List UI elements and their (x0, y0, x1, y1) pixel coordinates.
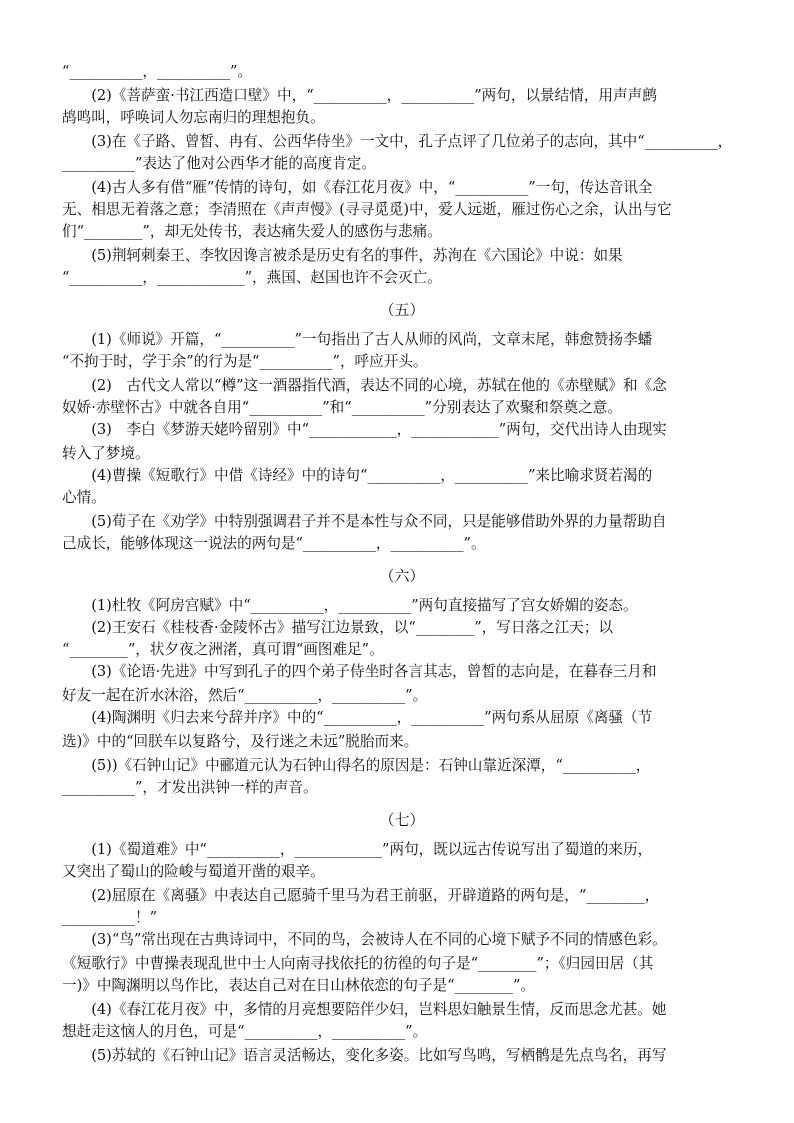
text-line: (1)杜牧《阿房宫赋》中“__________，__________”两句直接描写了宫女娇媚的姿态。 (62, 597, 638, 614)
text-line: (3)在《子路、曾皙、冉有、公西华侍坐》一文中，孔子点评了几位弟子的志向，其中“__________， (62, 133, 733, 150)
text-line: 们“________”，却无处传书，表达痛失爱人的感伤与悲痛。 (62, 223, 442, 240)
text-line: (4)《春江花月夜》中，多情的月亮想要陪伴少妇，岂料思妇触景生情，反而思念尤甚。她 (62, 1001, 667, 1018)
text-line: (2)王安石《桂枝香·金陵怀古》描写江边景致，以“________”，写日落之江天；以 (62, 619, 614, 636)
text-line: (4)古人多有借“雁”传情的诗句，如《春江花月夜》中，“__________”一句，传达音讯全 (62, 179, 653, 196)
text-line: (2) 古代文人常以“樽”这一酒器指代酒，表达不同的心境，苏轼在他的《赤壁赋》和《念 (62, 377, 667, 394)
text-line: (4)陶渊明《归去来兮辞并序》中的“__________，__________”两句系从屈原《离骚（节 (62, 709, 653, 726)
text-line: 己成长，能够体现这一说法的两句是“__________，__________”。 (62, 535, 486, 552)
text-line: (4)曹操《短歌行》中借《诗经》中的诗句“__________，__________”来比喻求贤若渴的 (62, 467, 653, 484)
text-line: 又突出了蜀山的险峻与蜀道开凿的艰辛。 (62, 863, 325, 880)
text-line: 想赶走这恼人的月色，可是“__________，__________”。 (62, 1023, 428, 1040)
text-line: 《短歌行》中曹操表现乱世中士人向南寻找依托的彷徨的句子是“________”；《归园田居（其 (62, 955, 654, 972)
text-line: (3)《论语·先进》中写到孔子的四个弟子侍坐时各言其志，曾皙的志向是，在暮春三月和 (62, 663, 657, 680)
text-line: __________！” (62, 909, 158, 926)
text-line: (2)《菩萨蛮·书江西造口壁》中，“__________，__________”两句，以景结情，用声声鹧 (62, 87, 657, 104)
text-line: (5)苏轼的《石钟山记》语言灵活畅达，变化多姿。比如写鸟鸣，写栖鹘是先点鸟名，再写 (62, 1047, 667, 1064)
text-line: 奴娇·赤壁怀古》中就各自用“__________”和“__________”分别表达了欢聚和祭奠之意。 (62, 399, 622, 416)
text-line: __________”，才发出洪钟一样的声音。 (62, 779, 318, 796)
text-line: “不拘于时，学于余”的行为是“__________”，呼应开头。 (62, 353, 428, 370)
section-heading-5: （五） (379, 301, 425, 319)
text-line: 鸪鸣叫，呼唤词人勿忘南归的理想抱负。 (62, 109, 325, 126)
text-line: (3) 李白《梦游天姥吟留别》中“____________，____________”两句，交代出诗人由现实 (62, 421, 667, 438)
text-line: 心情。 (62, 489, 106, 506)
section-heading-7: （七） (379, 811, 425, 829)
text-line: (5)荀子在《劝学》中特别强调君子并不是本性与众不同，只是能够借助外界的力量帮助自 (62, 513, 667, 530)
text-line: (1)《蜀道难》中“__________，____________”两句，既以远古传说写出了蜀道的来历， (62, 841, 653, 858)
text-line: (5))《石钟山记》中郦道元认为石钟山得名的原因是：石钟山靠近深潭，“__________， (62, 757, 651, 774)
text-line: 好友一起在沂水沐浴，然后“__________，__________”。 (62, 687, 428, 704)
text-line: “__________，__________”。 (62, 63, 253, 80)
text-line: “__________，____________”，燕国、赵国也许不会灭亡。 (62, 269, 442, 286)
text-line: (2)屈原在《离骚》中表达自己愿骑千里马为君王前驱，开辟道路的两句是，“________， (62, 887, 660, 904)
text-line: (3)“鸟”常出现在古典诗词中，不同的鸟，会被诗人在不同的心境下赋予不同的情感色彩。 (62, 931, 667, 948)
text-line: “________”，状夕夜之洲渚，真可谓“画图难足”。 (62, 641, 384, 658)
text-line: 一)》中陶渊明以鸟作比，表达自己对在日山林依恋的句子是“________”。 (62, 977, 536, 994)
text-line: 转入了梦境。 (62, 445, 150, 462)
text-line: 选)》中的“回朕车以复路兮，及行迷之未远”脱胎而来。 (62, 733, 419, 750)
text-line: (1)《师说》开篇，“__________”一句指出了古人从师的风尚，文章末尾，韩愈赞扬李蟠 (62, 331, 653, 348)
section-heading-6: （六） (379, 567, 425, 585)
text-line: (5)荆轲刺秦王、李牧因谗言被杀是历史有名的事件，苏洵在《六国论》中说：如果 (62, 247, 623, 264)
text-line: __________”表达了他对公西华才能的高度肯定。 (62, 155, 376, 172)
text-line: 无、相思无着落之意；李清照在《声声慢》(寻寻觅觅)中，爱人远逝，雁过伤心之余，认出与它 (62, 201, 672, 218)
